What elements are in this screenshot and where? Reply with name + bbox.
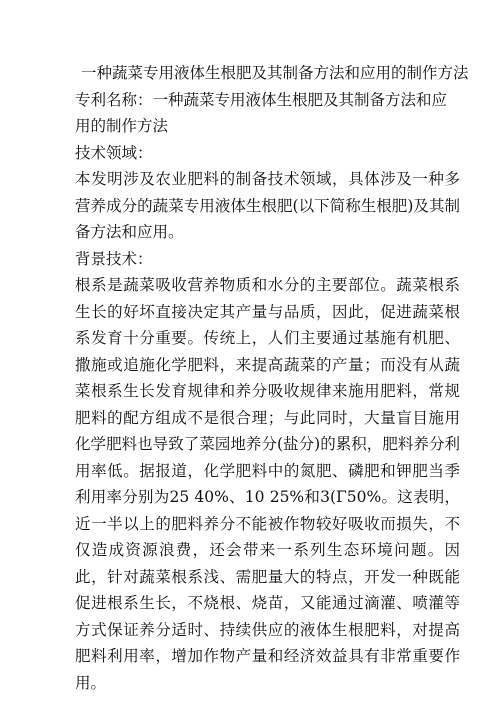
section-heading-background: 背景技术：: [75, 249, 153, 268]
patent-name-line: 专利名称：一种蔬菜专用液体生根肥及其制备方法和应用的制作方法: [75, 90, 448, 135]
document-title: 一种蔬菜专用液体生根肥及其制备方法和应用的制作方法: [81, 64, 469, 82]
section-body-background: 根系是蔬菜吸收营养物质和水分的主要部位。蔬菜根系生长的好坏直接决定其产量与品质，因此，促进蔬菜根系发育十分重要。传统上，人们主要通过基施有机肥、撒施或追施化学肥料，来提高蔬菜的产量；而没有从蔬菜根系生长发育规律和养分吸收规律来施用肥料，常规肥料的配方组成不是很合理；与此同时，大量盲目施用化学肥料也导致了菜园地养分(盐分)的累积，肥料养分利用率低。据报道，化学肥料中的氮肥、磷肥和钾肥当季利用率分别为25 40%、10 25%和3(Γ50%。这表明，近一半以上的肥料养分不能被作物较好吸收而损失，不仅造成资源浪费，还会带来一系列生态环境问题。因此，针对蔬菜根系浅、需肥量大的特点，开发一种既能促进根系生长，不烧根、烧苗，又能通过滴灌、喷灌等方式保证养分适时、持续供应的液体生根肥料，对提高肥料利用率，增加作物产量和经济效益具有非常重要作用。: [75, 276, 460, 692]
section-body-technical-field: 本发明涉及农业肥料的制备技术领域，具体涉及一种多营养成分的蔬菜专用液体生根肥(以下简称生根肥)及其制备方法和应用。: [75, 170, 460, 241]
section-heading-technical-field: 技术领域：: [75, 143, 153, 162]
